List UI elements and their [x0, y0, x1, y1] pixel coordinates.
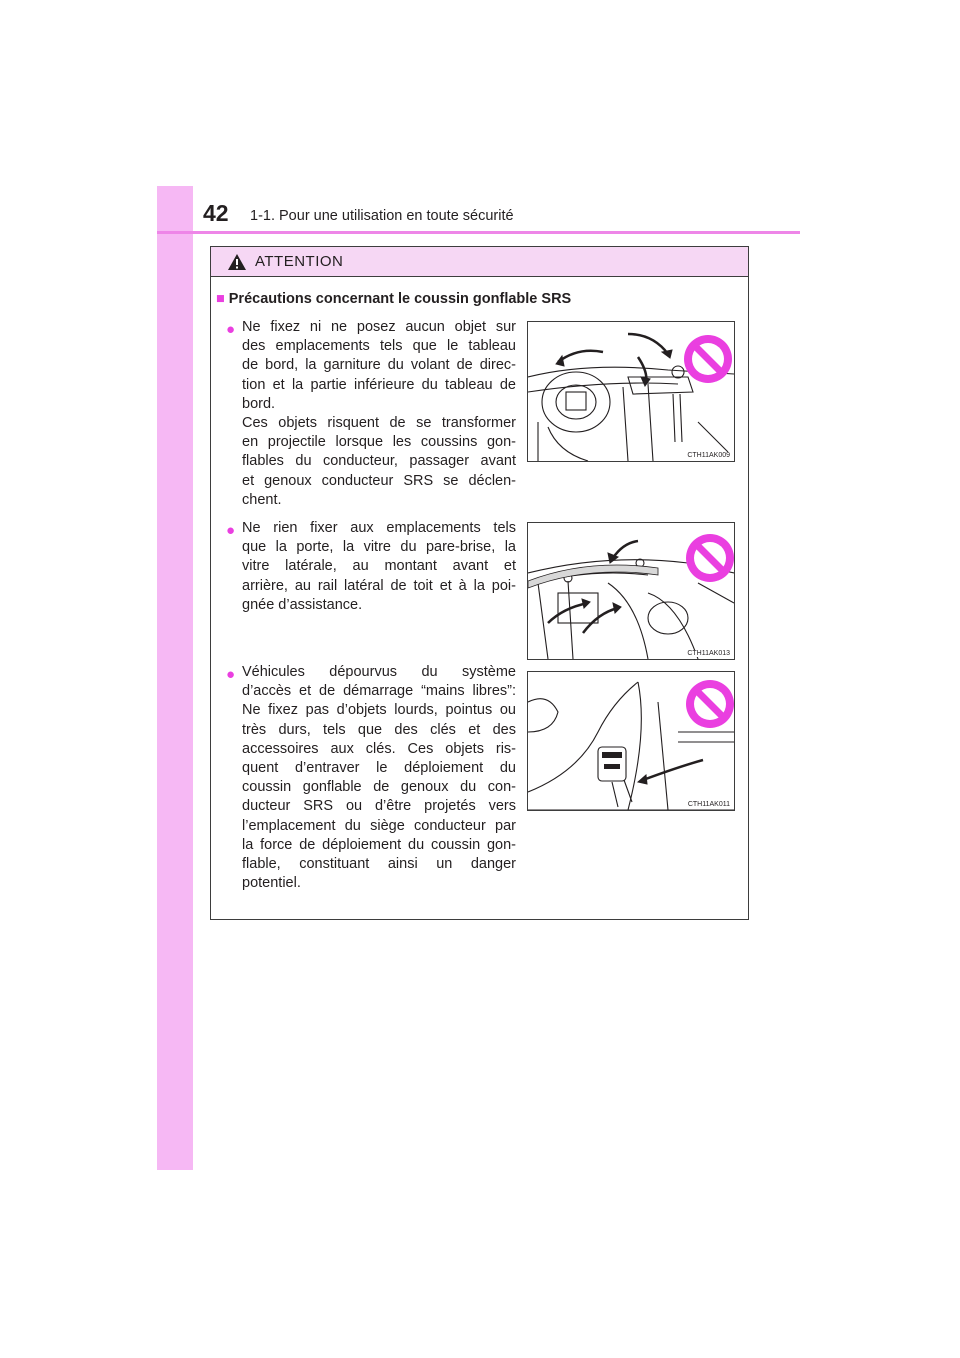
- figure-code: CTH11AK009: [687, 452, 730, 459]
- chapter-side-tab: [157, 186, 193, 1170]
- warning-triangle-icon: [227, 253, 247, 271]
- warning-header: [211, 247, 748, 277]
- warning-box: [210, 246, 749, 920]
- round-bullet-icon: ●: [226, 666, 236, 683]
- round-bullet-icon: ●: [226, 321, 236, 338]
- figure-code: CTH11AK011: [687, 801, 730, 808]
- illustration-interior-objects: [527, 522, 735, 660]
- warning-subheading: ■ Précautions concernant le coussin gonflable SRS: [216, 291, 572, 307]
- warning-title: ATTENTION: [255, 253, 344, 270]
- warning-item-1-text: Ne fixez ni ne posez aucun objet sur des emplacements tels que le tableau de bord, la garniture du volant de direc- tion et la partie inférieure du tableau de bord. Ces objets risquent de se transformer en projectile lorsque les coussins gon- flables du conducteur, passager avant et genoux conducteur SRS se déclen- chent.: [242, 319, 516, 508]
- round-bullet-icon: ●: [226, 522, 236, 539]
- warning-item-3-text: Véhicules dépourvus du système d’accès et de démarrage “mains libres”: Ne fixez pas d’objets lourds, pointus ou très durs, tels que des clés et des accessoires aux clés. Ces objets ris- quent d’entraver le déploiement du coussin gonflable de genoux du con- ducteur SRS ou d’être projetés vers l’emplacement du siège conducteur par la force de déploiement du coussin gon- flable, constituant ainsi un danger potentiel.: [242, 664, 516, 892]
- page-number: 42: [203, 200, 229, 226]
- square-bullet-icon: ■: [216, 291, 225, 307]
- section-title: 1-1. Pour une utilisation en toute sécurité: [250, 208, 514, 224]
- illustration-dashboard-objects: [527, 321, 735, 462]
- header-rule: [157, 231, 800, 234]
- illustration-key-objects: [527, 671, 735, 811]
- figure-code: CTH11AK013: [687, 650, 730, 657]
- warning-item-2-text: Ne rien fixer aux emplacements tels que la porte, la vitre du pare-brise, la vitre latérale, au montant avant et arrière, au rail latéral de toit et à la poi- gnée d’assistance.: [242, 520, 516, 613]
